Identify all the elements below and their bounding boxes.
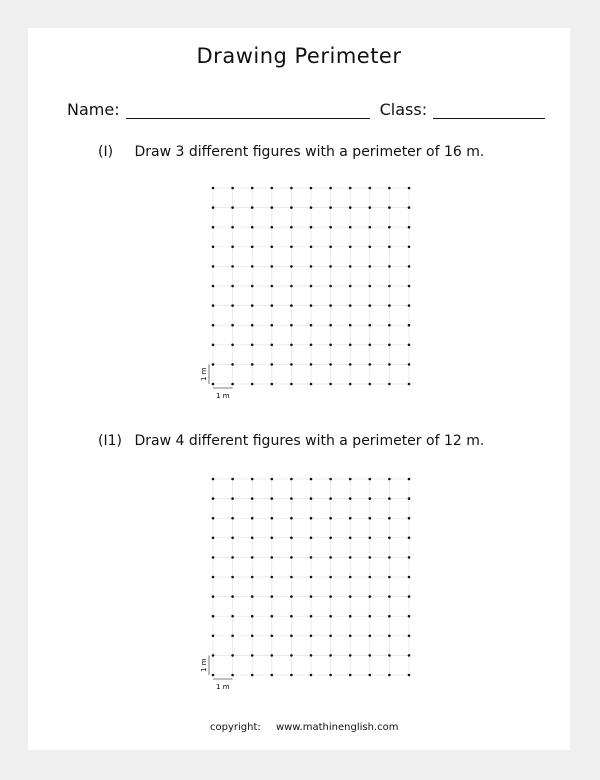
grid-dot[interactable] [310, 226, 313, 229]
grid-dot[interactable] [251, 363, 254, 366]
grid-dot[interactable] [388, 304, 391, 307]
grid-dot[interactable] [271, 654, 274, 657]
grid-dot[interactable] [310, 383, 313, 386]
grid-dot[interactable] [271, 595, 274, 598]
grid-dot[interactable] [251, 187, 254, 190]
grid-dot[interactable] [408, 497, 411, 500]
grid-dot[interactable] [271, 226, 274, 229]
grid-dot[interactable] [329, 383, 332, 386]
unit-x-label: 1 m [216, 392, 230, 400]
grid-dot[interactable] [349, 206, 352, 209]
grid-dot[interactable] [408, 285, 411, 288]
grid-dot[interactable] [251, 324, 254, 327]
copyright-line [210, 722, 398, 733]
grid-dot[interactable] [349, 285, 352, 288]
grid-dot[interactable] [349, 654, 352, 657]
grid-dot[interactable] [388, 595, 391, 598]
grid-dot[interactable] [349, 595, 352, 598]
grid-dot[interactable] [290, 324, 293, 327]
grid-dot[interactable] [212, 304, 215, 307]
grid-dot[interactable] [388, 206, 391, 209]
grid-dot[interactable] [231, 615, 234, 618]
grid-dot[interactable] [349, 517, 352, 520]
grid-dot[interactable] [310, 265, 313, 268]
grid-dot[interactable] [369, 304, 372, 307]
grid-dot[interactable] [251, 344, 254, 347]
grid-dot[interactable] [271, 576, 274, 579]
grid-dot[interactable] [231, 556, 234, 559]
grid-dot[interactable] [290, 304, 293, 307]
grid-dot[interactable] [251, 226, 254, 229]
grid-dot[interactable] [310, 576, 313, 579]
grid-dot[interactable] [408, 615, 411, 618]
grid-dot[interactable] [251, 615, 254, 618]
grid-dot[interactable] [212, 206, 215, 209]
grid-dot[interactable] [251, 246, 254, 249]
grid-dot[interactable] [271, 497, 274, 500]
grid-dot[interactable] [349, 478, 352, 481]
grid-dot[interactable] [290, 344, 293, 347]
grid-dot[interactable] [329, 517, 332, 520]
grid-dot[interactable] [212, 363, 215, 366]
grid-dot[interactable] [290, 537, 293, 540]
grid-dot[interactable] [349, 363, 352, 366]
grid-dot[interactable] [349, 537, 352, 540]
grid-dot[interactable] [212, 517, 215, 520]
grid-dot[interactable] [231, 635, 234, 638]
grid-dot[interactable] [212, 226, 215, 229]
grid-dot[interactable] [369, 478, 372, 481]
grid-dot[interactable] [231, 226, 234, 229]
unit-y-label: 1 m [200, 658, 208, 672]
grid-dot[interactable] [212, 383, 215, 386]
grid-dot[interactable] [231, 654, 234, 657]
grid-dot[interactable] [349, 246, 352, 249]
grid-dot[interactable] [329, 635, 332, 638]
grid-dot[interactable] [329, 497, 332, 500]
grid-dot[interactable] [271, 537, 274, 540]
grid-dot[interactable] [231, 537, 234, 540]
grid-dot[interactable] [212, 576, 215, 579]
grid-dot[interactable] [369, 363, 372, 366]
grid-dot[interactable] [369, 344, 372, 347]
unit-y-label: 1 m [200, 367, 208, 381]
grid-dot[interactable] [290, 576, 293, 579]
grid-dot[interactable] [369, 324, 372, 327]
grid-dot[interactable] [212, 615, 215, 618]
grid-dot[interactable] [251, 537, 254, 540]
grid-dot[interactable] [212, 497, 215, 500]
class-label: Class: [379, 100, 428, 119]
grid-dot[interactable] [231, 206, 234, 209]
grid-dot[interactable] [251, 654, 254, 657]
grid-dot[interactable] [408, 265, 411, 268]
grid-dot[interactable] [408, 187, 411, 190]
grid-dot[interactable] [349, 187, 352, 190]
grid-dot[interactable] [290, 674, 293, 677]
grid-dot[interactable] [310, 363, 313, 366]
grid-dot[interactable] [290, 285, 293, 288]
grid-dot[interactable] [369, 517, 372, 520]
grid-dot[interactable] [310, 187, 313, 190]
grid-dot[interactable] [271, 478, 274, 481]
name-blank[interactable] [126, 102, 370, 119]
grid-dot[interactable] [408, 576, 411, 579]
grid-dot[interactable] [231, 344, 234, 347]
grid-dot[interactable] [329, 615, 332, 618]
grid-dot[interactable] [388, 556, 391, 559]
grid-dot[interactable] [408, 324, 411, 327]
grid-dot[interactable] [408, 537, 411, 540]
grid-dot[interactable] [329, 537, 332, 540]
grid-dot[interactable] [408, 478, 411, 481]
grid-dot[interactable] [369, 556, 372, 559]
grid-dot[interactable] [310, 246, 313, 249]
grid-dot[interactable] [212, 265, 215, 268]
grid-dot[interactable] [290, 383, 293, 386]
grid-dot[interactable] [290, 654, 293, 657]
grid-dot[interactable] [271, 363, 274, 366]
grid-dot[interactable] [329, 206, 332, 209]
grid-dot[interactable] [408, 226, 411, 229]
grid-dot[interactable] [251, 265, 254, 268]
grid-dot[interactable] [369, 285, 372, 288]
grid-dot[interactable] [388, 187, 391, 190]
grid-dot[interactable] [310, 478, 313, 481]
grid-dot[interactable] [408, 556, 411, 559]
grid-dot[interactable] [329, 576, 332, 579]
grid-dot[interactable] [231, 324, 234, 327]
grid-dot[interactable] [329, 285, 332, 288]
grid-dot[interactable] [212, 285, 215, 288]
grid-dot[interactable] [329, 478, 332, 481]
grid-dot[interactable] [349, 615, 352, 618]
grid-dot[interactable] [231, 265, 234, 268]
grid-dot[interactable] [310, 595, 313, 598]
grid-dot[interactable] [329, 265, 332, 268]
class-blank[interactable] [433, 102, 545, 119]
grid-dot[interactable] [310, 344, 313, 347]
grid-dot[interactable] [349, 635, 352, 638]
grid-dot[interactable] [388, 344, 391, 347]
grid-dot[interactable] [310, 517, 313, 520]
grid-dot[interactable] [271, 304, 274, 307]
grid-dot[interactable] [271, 265, 274, 268]
grid-dot[interactable] [388, 497, 391, 500]
grid-dot[interactable] [231, 595, 234, 598]
question-1-text: Draw 3 different figures with a perimeter of 16 m. [134, 144, 485, 160]
grid-dot[interactable] [212, 635, 215, 638]
grid-dot[interactable] [408, 674, 411, 677]
grid-dot[interactable] [310, 304, 313, 307]
grid-dot[interactable] [231, 363, 234, 366]
grid-dot[interactable] [290, 246, 293, 249]
question-2-number: (I1) [98, 433, 122, 449]
grid-dot[interactable] [231, 285, 234, 288]
grid-dot[interactable] [329, 324, 332, 327]
grid-dot[interactable] [408, 206, 411, 209]
grid-dot[interactable] [369, 246, 372, 249]
grid-dot[interactable] [329, 187, 332, 190]
grid-dot[interactable] [231, 517, 234, 520]
grid-dot[interactable] [310, 674, 313, 677]
grid-dot[interactable] [349, 497, 352, 500]
grid-dot[interactable] [329, 304, 332, 307]
grid-dot[interactable] [271, 285, 274, 288]
grid-dot[interactable] [290, 478, 293, 481]
grid-dot[interactable] [290, 226, 293, 229]
grid-dot[interactable] [212, 654, 215, 657]
grid-dot[interactable] [388, 363, 391, 366]
grid-dot[interactable] [408, 363, 411, 366]
grid-dot[interactable] [349, 556, 352, 559]
grid-dot[interactable] [251, 674, 254, 677]
grid-dot[interactable] [369, 383, 372, 386]
grid-dot[interactable] [290, 517, 293, 520]
copyright-label: copyright: [210, 722, 261, 733]
grid-dot[interactable] [290, 615, 293, 618]
grid-dot[interactable] [388, 517, 391, 520]
grid-dot[interactable] [251, 556, 254, 559]
grid-dot[interactable] [388, 674, 391, 677]
grid-dot[interactable] [329, 363, 332, 366]
grid-dot[interactable] [290, 206, 293, 209]
grid-dot[interactable] [349, 674, 352, 677]
page-title: Drawing Perimeter [196, 44, 402, 68]
grid-dot[interactable] [349, 344, 352, 347]
grid-dot[interactable] [369, 187, 372, 190]
grid-dot[interactable] [251, 285, 254, 288]
grid-dot[interactable] [271, 206, 274, 209]
grid-dot[interactable] [251, 304, 254, 307]
grid-dot[interactable] [310, 654, 313, 657]
grid-dot[interactable] [408, 383, 411, 386]
dot-grid-1[interactable] [198, 178, 428, 408]
grid-dot[interactable] [231, 478, 234, 481]
grid-dot[interactable] [408, 344, 411, 347]
grid-dot[interactable] [329, 344, 332, 347]
grid-dot[interactable] [388, 226, 391, 229]
grid-dot[interactable] [231, 576, 234, 579]
grid-dot[interactable] [212, 595, 215, 598]
grid-dot[interactable] [388, 576, 391, 579]
grid-dot[interactable] [271, 324, 274, 327]
grid-dot[interactable] [408, 246, 411, 249]
question-1 [98, 144, 484, 160]
grid-dot[interactable] [369, 206, 372, 209]
grid-dot[interactable] [388, 324, 391, 327]
grid-dot[interactable] [408, 654, 411, 657]
unit-x-label: 1 m [216, 683, 230, 691]
grid-dot[interactable] [212, 537, 215, 540]
grid-dot[interactable] [369, 615, 372, 618]
grid-dot[interactable] [329, 246, 332, 249]
grid-dot[interactable] [388, 285, 391, 288]
grid-dot[interactable] [369, 595, 372, 598]
grid-dot[interactable] [290, 595, 293, 598]
grid-dot[interactable] [388, 383, 391, 386]
grid-dot[interactable] [212, 324, 215, 327]
grid-dot[interactable] [271, 517, 274, 520]
grid-dot[interactable] [290, 635, 293, 638]
grid-dot[interactable] [369, 635, 372, 638]
question-2-text: Draw 4 different figures with a perimeter of 12 m. [134, 433, 485, 449]
grid-dot[interactable] [310, 206, 313, 209]
grid-dot[interactable] [231, 497, 234, 500]
grid-dot[interactable] [290, 497, 293, 500]
grid-dot[interactable] [329, 595, 332, 598]
grid-dot[interactable] [251, 383, 254, 386]
grid-dot[interactable] [349, 265, 352, 268]
grid-dot[interactable] [271, 246, 274, 249]
grid-dot[interactable] [310, 556, 313, 559]
grid-dot[interactable] [271, 615, 274, 618]
grid-dot[interactable] [251, 497, 254, 500]
grid-dot[interactable] [329, 556, 332, 559]
grid-dot[interactable] [349, 383, 352, 386]
grid-dot[interactable] [231, 187, 234, 190]
grid-dot[interactable] [271, 344, 274, 347]
grid-dot[interactable] [290, 187, 293, 190]
grid-dot[interactable] [388, 246, 391, 249]
grid-dot[interactable] [271, 556, 274, 559]
grid-dot[interactable] [310, 285, 313, 288]
grid-dot[interactable] [251, 576, 254, 579]
grid-dot[interactable] [290, 363, 293, 366]
grid-dot[interactable] [349, 304, 352, 307]
grid-dot[interactable] [388, 654, 391, 657]
grid-dot[interactable] [369, 654, 372, 657]
grid-dot[interactable] [310, 537, 313, 540]
grid-dot[interactable] [349, 576, 352, 579]
grid-dot[interactable] [212, 187, 215, 190]
grid-dot[interactable] [349, 324, 352, 327]
grid-dot[interactable] [212, 674, 215, 677]
grid-dot[interactable] [251, 517, 254, 520]
copyright-site: www.mathinenglish.com [275, 722, 399, 733]
grid-dot[interactable] [212, 246, 215, 249]
grid-dot[interactable] [251, 478, 254, 481]
grid-dot[interactable] [271, 187, 274, 190]
grid-dot[interactable] [212, 556, 215, 559]
dot-grid-2[interactable] [198, 469, 428, 699]
grid-dot[interactable] [369, 497, 372, 500]
grid-dot[interactable] [369, 674, 372, 677]
grid-dot[interactable] [388, 635, 391, 638]
grid-dot[interactable] [212, 478, 215, 481]
grid-dot[interactable] [212, 344, 215, 347]
grid-dot[interactable] [388, 537, 391, 540]
grid-dot[interactable] [310, 497, 313, 500]
name-class-row [67, 100, 545, 119]
grid-dot[interactable] [408, 517, 411, 520]
grid-dot[interactable] [231, 674, 234, 677]
grid-dot[interactable] [271, 635, 274, 638]
grid-dot[interactable] [310, 635, 313, 638]
grid-dot[interactable] [369, 576, 372, 579]
grid-dot[interactable] [310, 324, 313, 327]
question-2 [98, 433, 484, 449]
grid-dot[interactable] [388, 478, 391, 481]
grid-dot[interactable] [231, 383, 234, 386]
grid-dot[interactable] [388, 615, 391, 618]
grid-dot[interactable] [251, 595, 254, 598]
grid-dot[interactable] [369, 265, 372, 268]
grid-dot[interactable] [251, 206, 254, 209]
grid-dot[interactable] [369, 537, 372, 540]
grid-dot[interactable] [271, 674, 274, 677]
grid-dot[interactable] [388, 265, 391, 268]
grid-dot[interactable] [290, 556, 293, 559]
grid-dot[interactable] [329, 226, 332, 229]
grid-dot[interactable] [271, 383, 274, 386]
question-1-number: (I) [98, 144, 114, 160]
grid-dot[interactable] [329, 654, 332, 657]
grid-dot[interactable] [408, 635, 411, 638]
grid-dot[interactable] [290, 265, 293, 268]
grid-dot[interactable] [408, 304, 411, 307]
grid-dot[interactable] [251, 635, 254, 638]
grid-dot[interactable] [329, 674, 332, 677]
name-label: Name: [67, 100, 120, 119]
grid-dot[interactable] [369, 226, 372, 229]
grid-dot[interactable] [231, 304, 234, 307]
grid-dot[interactable] [310, 615, 313, 618]
worksheet-page [28, 28, 570, 750]
grid-dot[interactable] [231, 246, 234, 249]
grid-dot[interactable] [408, 595, 411, 598]
grid-dot[interactable] [349, 226, 352, 229]
